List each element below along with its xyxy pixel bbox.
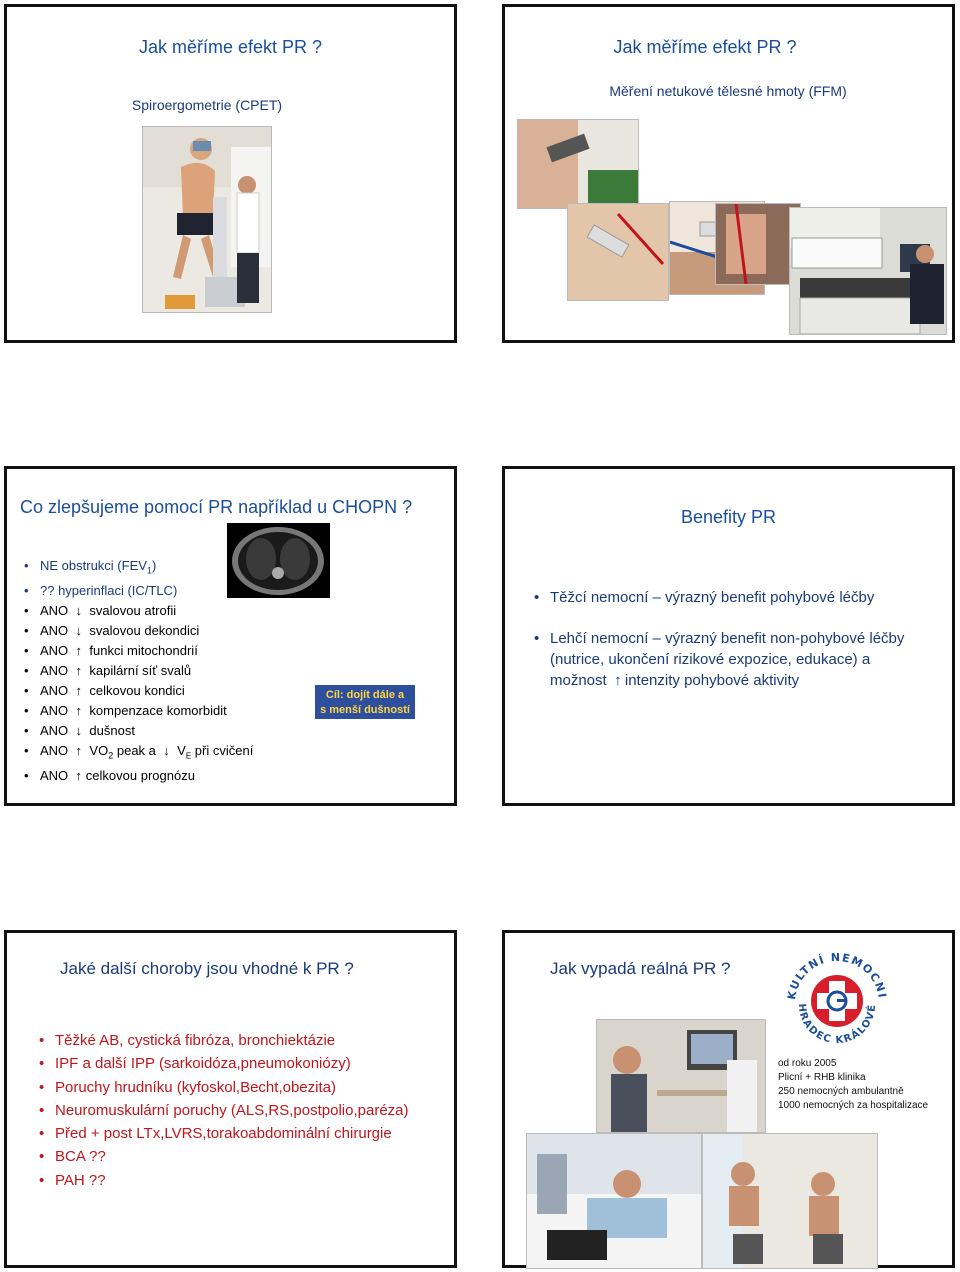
arrow-up-icon: ↑ (75, 702, 83, 718)
dexa-photo (789, 207, 947, 335)
slide-title: Jak vypadá reálná PR ? (550, 959, 731, 978)
slide-title: Co zlepšujeme pomocí PR například u CHOPN ? (20, 497, 413, 517)
slide-1 (4, 4, 457, 343)
arrow-up-icon: ↑ (75, 662, 83, 678)
bullet-item: • Neuromuskulární poruchy (ALS,RS,postpolio,paréza) (37, 1099, 457, 1122)
arrow-up-icon: ↑ (75, 642, 83, 658)
arrow-up-icon: ↑ (614, 672, 622, 689)
bullet-item: • ANO ↑ kapilární síť svalů (22, 661, 322, 681)
bullet-item: • Těžcí nemocní – výrazný benefit pohybové léčby (532, 587, 942, 608)
bia-photo-2 (567, 203, 669, 301)
hospital-logo (781, 943, 893, 1055)
slide-title: Jak měříme efekt PR ? (138, 37, 323, 57)
arrow-up-icon: ↑ (75, 742, 83, 758)
arrow-down-icon: ↓ (75, 622, 83, 638)
rehab-photo-bed (526, 1133, 702, 1269)
rehab-photo-spirometry (596, 1019, 766, 1133)
cpet-photo (142, 126, 272, 313)
slide-subtitle: Spiroergometrie (CPET) (131, 97, 283, 113)
slide-title: Jaké další choroby jsou vhodné k PR ? (60, 959, 354, 978)
slide-4 (502, 466, 955, 806)
slide-5 (4, 930, 457, 1268)
bullet-item: • Poruchy hrudníku (kyfoskol,Becht,obezita) (37, 1076, 457, 1099)
bullet-item: • ?? hyperinflaci (IC/TLC) (22, 581, 322, 601)
clinic-info: od roku 2005 Plicní + RHB klinika 250 nemocných ambulantně 1000 nemocných za hospitalizace (778, 1058, 929, 1111)
slide-subtitle: Měření netukové tělesné hmoty (FFM) (609, 83, 847, 99)
arrow-down-icon: ↓ (75, 722, 83, 738)
arrow-down-icon: ↓ (163, 742, 170, 758)
bullet-item: • ANO ↑ celkovou kondici (22, 681, 322, 701)
bullet-item: • ANO ↓ svalovou atrofii (22, 601, 322, 621)
bullet-item: • ANO ↑ funkci mitochondrií (22, 641, 322, 661)
bullet-item: • ANO ↑ celkovou prognózu (22, 766, 322, 786)
bullet-item: • IPF a další IPP (sarkoidóza,pneumokoniózy) (37, 1052, 457, 1075)
bullet-item: • BCA ?? (37, 1145, 457, 1168)
slide-title: Benefity PR (680, 507, 777, 527)
bullet-item: • ANO ↑ $VO_2$ peak a ↓ $V_E$ při cvičení (22, 741, 322, 767)
arrow-up-icon: ↑ (75, 768, 83, 784)
bullet-item: • Těžké AB, cystická fibróza, bronchiektázie (37, 1029, 457, 1052)
bullet-item: • PAH ?? (37, 1169, 457, 1192)
bullet-item: • NE obstrukci $(FEV_1)$ (22, 556, 322, 581)
bullet-item: • ANO ↓ dušnost (22, 721, 322, 741)
arrow-down-icon: ↓ (75, 602, 83, 618)
bullet-list (532, 587, 942, 691)
arrow-up-icon: ↑ (75, 682, 83, 698)
bullet-item: • Lehčí nemocní – výrazný benefit non-pohybové léčby (nutrice, ukončení rizikové expozice, edukace) a možnost ↑ intenzity pohybové aktivity (532, 628, 942, 691)
bullet-item: • ANO ↓ svalovou dekondici (22, 621, 322, 641)
rehab-photo-bicycle (702, 1133, 878, 1269)
slide-title: Jak měříme efekt PR ? (613, 37, 797, 57)
bullet-list (22, 556, 322, 786)
svg-text:HRADEC KRÁLOVÉ: HRADEC KRÁLOVÉ (795, 1003, 879, 1047)
bia-photo-1 (517, 119, 639, 209)
slide-3 (4, 466, 457, 806)
bullet-list (37, 1029, 457, 1192)
bullet-item: • ANO ↑ kompenzace komorbidit (22, 701, 322, 721)
bullet-item: • Před + post LTx,LVRS,torakoabdominální chirurgie (37, 1122, 457, 1145)
slide-2 (502, 4, 955, 343)
svg-text:FAKULTNÍ NEMOCNICE: KULTNÍ NEMOCNI (784, 950, 889, 1001)
slide-6 (502, 930, 955, 1268)
goal-callout: Cíl: dojít dále a s menší dušností (315, 685, 415, 719)
